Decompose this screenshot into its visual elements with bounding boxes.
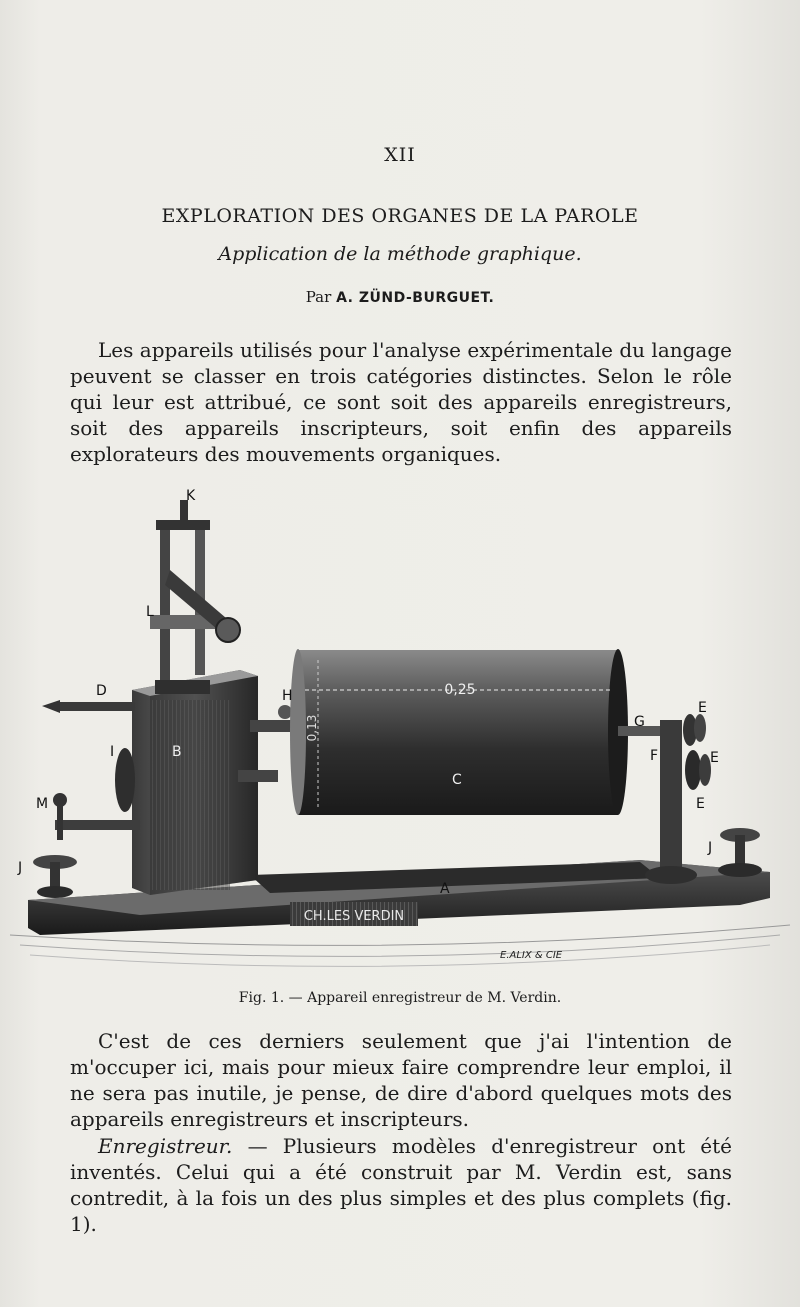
label-e-top: E [698, 700, 707, 716]
author-prefix: Par [305, 288, 332, 306]
author-name: A. ZÜND-BURGUET. [336, 290, 495, 306]
stylus-column [150, 500, 240, 694]
drive-box [132, 670, 258, 895]
label-j-left: J [18, 860, 23, 876]
label-d: D [96, 683, 107, 699]
label-m: M [36, 796, 49, 812]
rod-d [42, 700, 135, 713]
label-c: C [452, 772, 462, 788]
leveling-knob-left [33, 855, 77, 898]
label-h: H [282, 688, 293, 704]
engraver-signature: E.ALIX & CIE [500, 950, 563, 961]
dimension-height: 0,13 [305, 714, 319, 742]
figure-recording-apparatus [0, 480, 800, 980]
paragraph-third-body: — Plusieurs modèles d'enregistreur ont été inventés. Celui qui a été construit par M. Verdin est, sans contredit, à la fois un des plus simples et des plus complets (fig. 1). [70, 1134, 732, 1236]
label-a: A [440, 881, 450, 897]
label-j-right: J [708, 840, 713, 856]
paragraph-third-lead: Enregistreur. [98, 1134, 233, 1158]
label-g: G [634, 714, 645, 730]
figure-caption: Fig. 1. — Appareil enregistreur de M. Verdin. [238, 990, 562, 1006]
chapter-subtitle: Application de la méthode graphique. [218, 243, 582, 265]
dimension-length: 0,25 [444, 682, 476, 698]
paragraph-third [70, 1133, 732, 1237]
label-b: B [172, 744, 182, 760]
label-i: I [110, 744, 115, 760]
chapter-number: XII [384, 144, 416, 166]
label-f: F [650, 748, 659, 764]
plate-inscription: CH.LES VERDIN [303, 909, 405, 924]
label-l: L [146, 604, 154, 620]
label-e-mid: E [710, 750, 719, 766]
label-k: K [186, 488, 196, 504]
wheel-i [115, 748, 135, 812]
leveling-knob-right [718, 828, 762, 877]
chapter-title: EXPLORATION DES ORGANES DE LA PAROLE [161, 205, 639, 227]
paragraph-second: C'est de ces derniers seulement que j'ai l'intention de m'occuper ici, mais pour mieux faire comprendre leur emploi, il ne sera pas inutile, je pense, de dire d'abord quelques mots des appareils enregistreurs et inscripteurs. [70, 1029, 732, 1131]
paragraph-intro: Les appareils utilisés pour l'analyse expérimentale du langage peuvent se classer en trois catégories distinctes. Selon le rôle qui leur est attribué, ce sont soit des appareils enregistreurs, soit des appareils inscripteurs, soit enfin des appareils explorateurs des mouvements organiques. [70, 338, 732, 466]
label-e-low: E [696, 796, 705, 812]
recording-cylinder [290, 649, 628, 815]
author-line [0, 288, 800, 306]
